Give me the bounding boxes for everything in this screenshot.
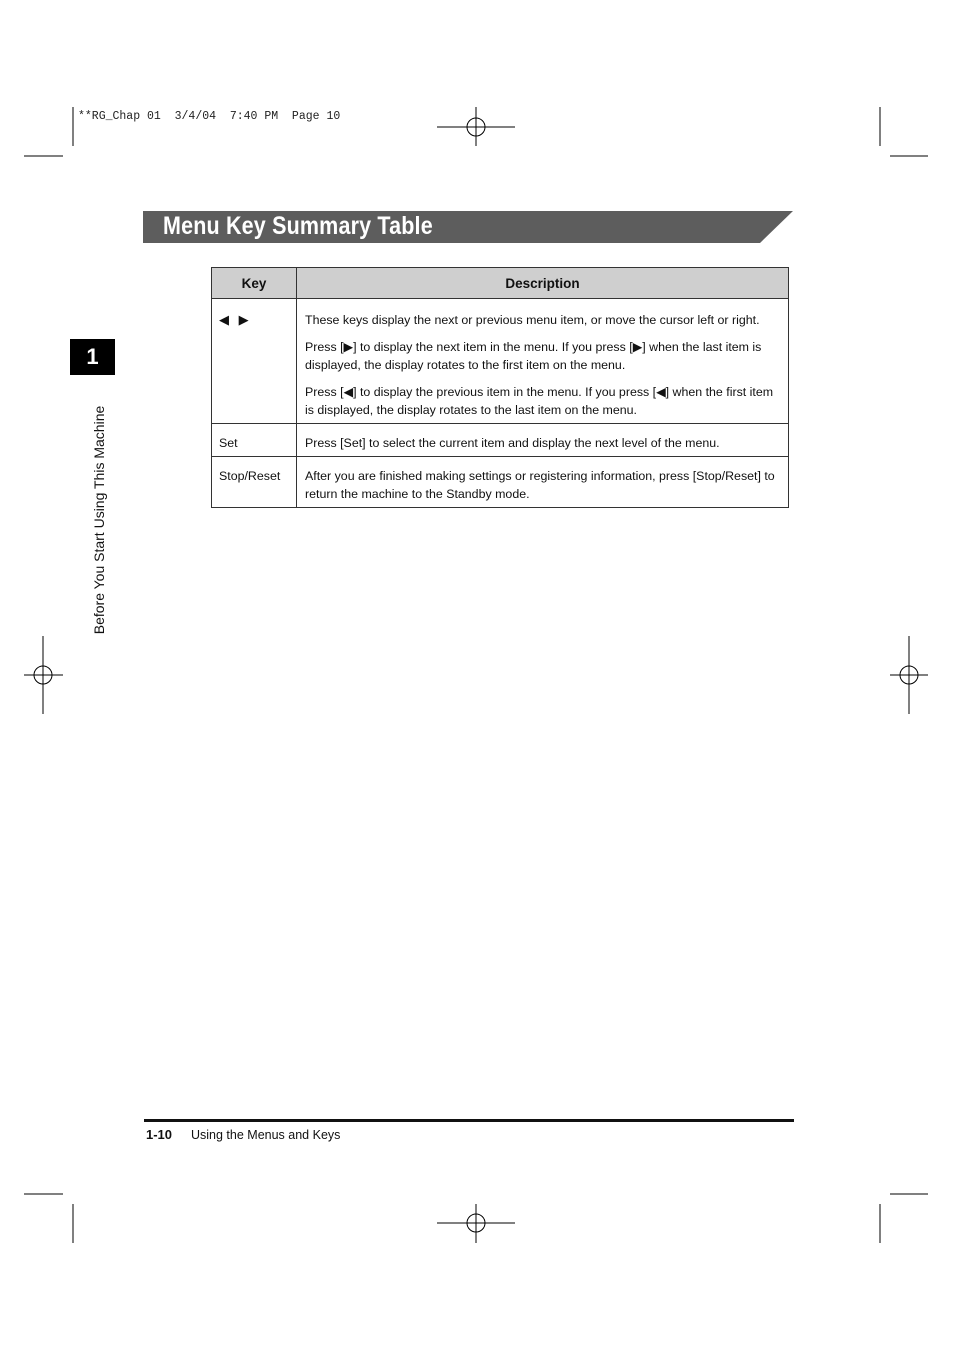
table-header-row [212,268,789,299]
description-paragraph: Press [Set] to select the current item and display the next level of the menu. [305,436,720,450]
column-header-key: Key [212,268,297,299]
description-paragraph: These keys display the next or previous menu item, or move the cursor left or right. [305,313,760,327]
menu-key-summary-table [211,267,789,508]
table-row [212,299,789,424]
table-row [212,457,789,508]
footer-section-title: Using the Menus and Keys [191,1128,341,1142]
page-title: Menu Key Summary Table [163,212,433,240]
description-cell [297,299,789,424]
key-cell: Stop/Reset [212,457,297,508]
chapter-side-label: Before You Start Using This Machine [91,405,107,635]
heading-bar [143,211,793,243]
footer-rule [144,1119,794,1122]
key-cell: Set [212,424,297,457]
table-row [212,424,789,457]
left-right-arrow-keys-icon: ◀ ▶ [219,312,252,327]
chapter-tab: 1 [70,339,115,375]
column-header-description: Description [297,268,789,299]
description-paragraph: Press [▶] to display the next item in the menu. If you press [▶] when the last item is displayed, the display rotates to the first item on the menu. [305,340,762,372]
description-paragraph: Press [◀] to display the previous item in the menu. If you press [◀] when the first item is displayed, the display rotates to the last item on the menu. [305,385,774,417]
print-slug-line: **RG_Chap 01 3/4/04 7:40 PM Page 10 [78,110,341,123]
page-number: 1-10 [146,1127,173,1142]
description-cell [297,457,789,508]
description-cell [297,424,789,457]
key-cell [212,299,297,424]
description-paragraph: After you are finished making settings or registering information, press [Stop/Reset] to return the machine to the Standby mode. [305,469,775,501]
